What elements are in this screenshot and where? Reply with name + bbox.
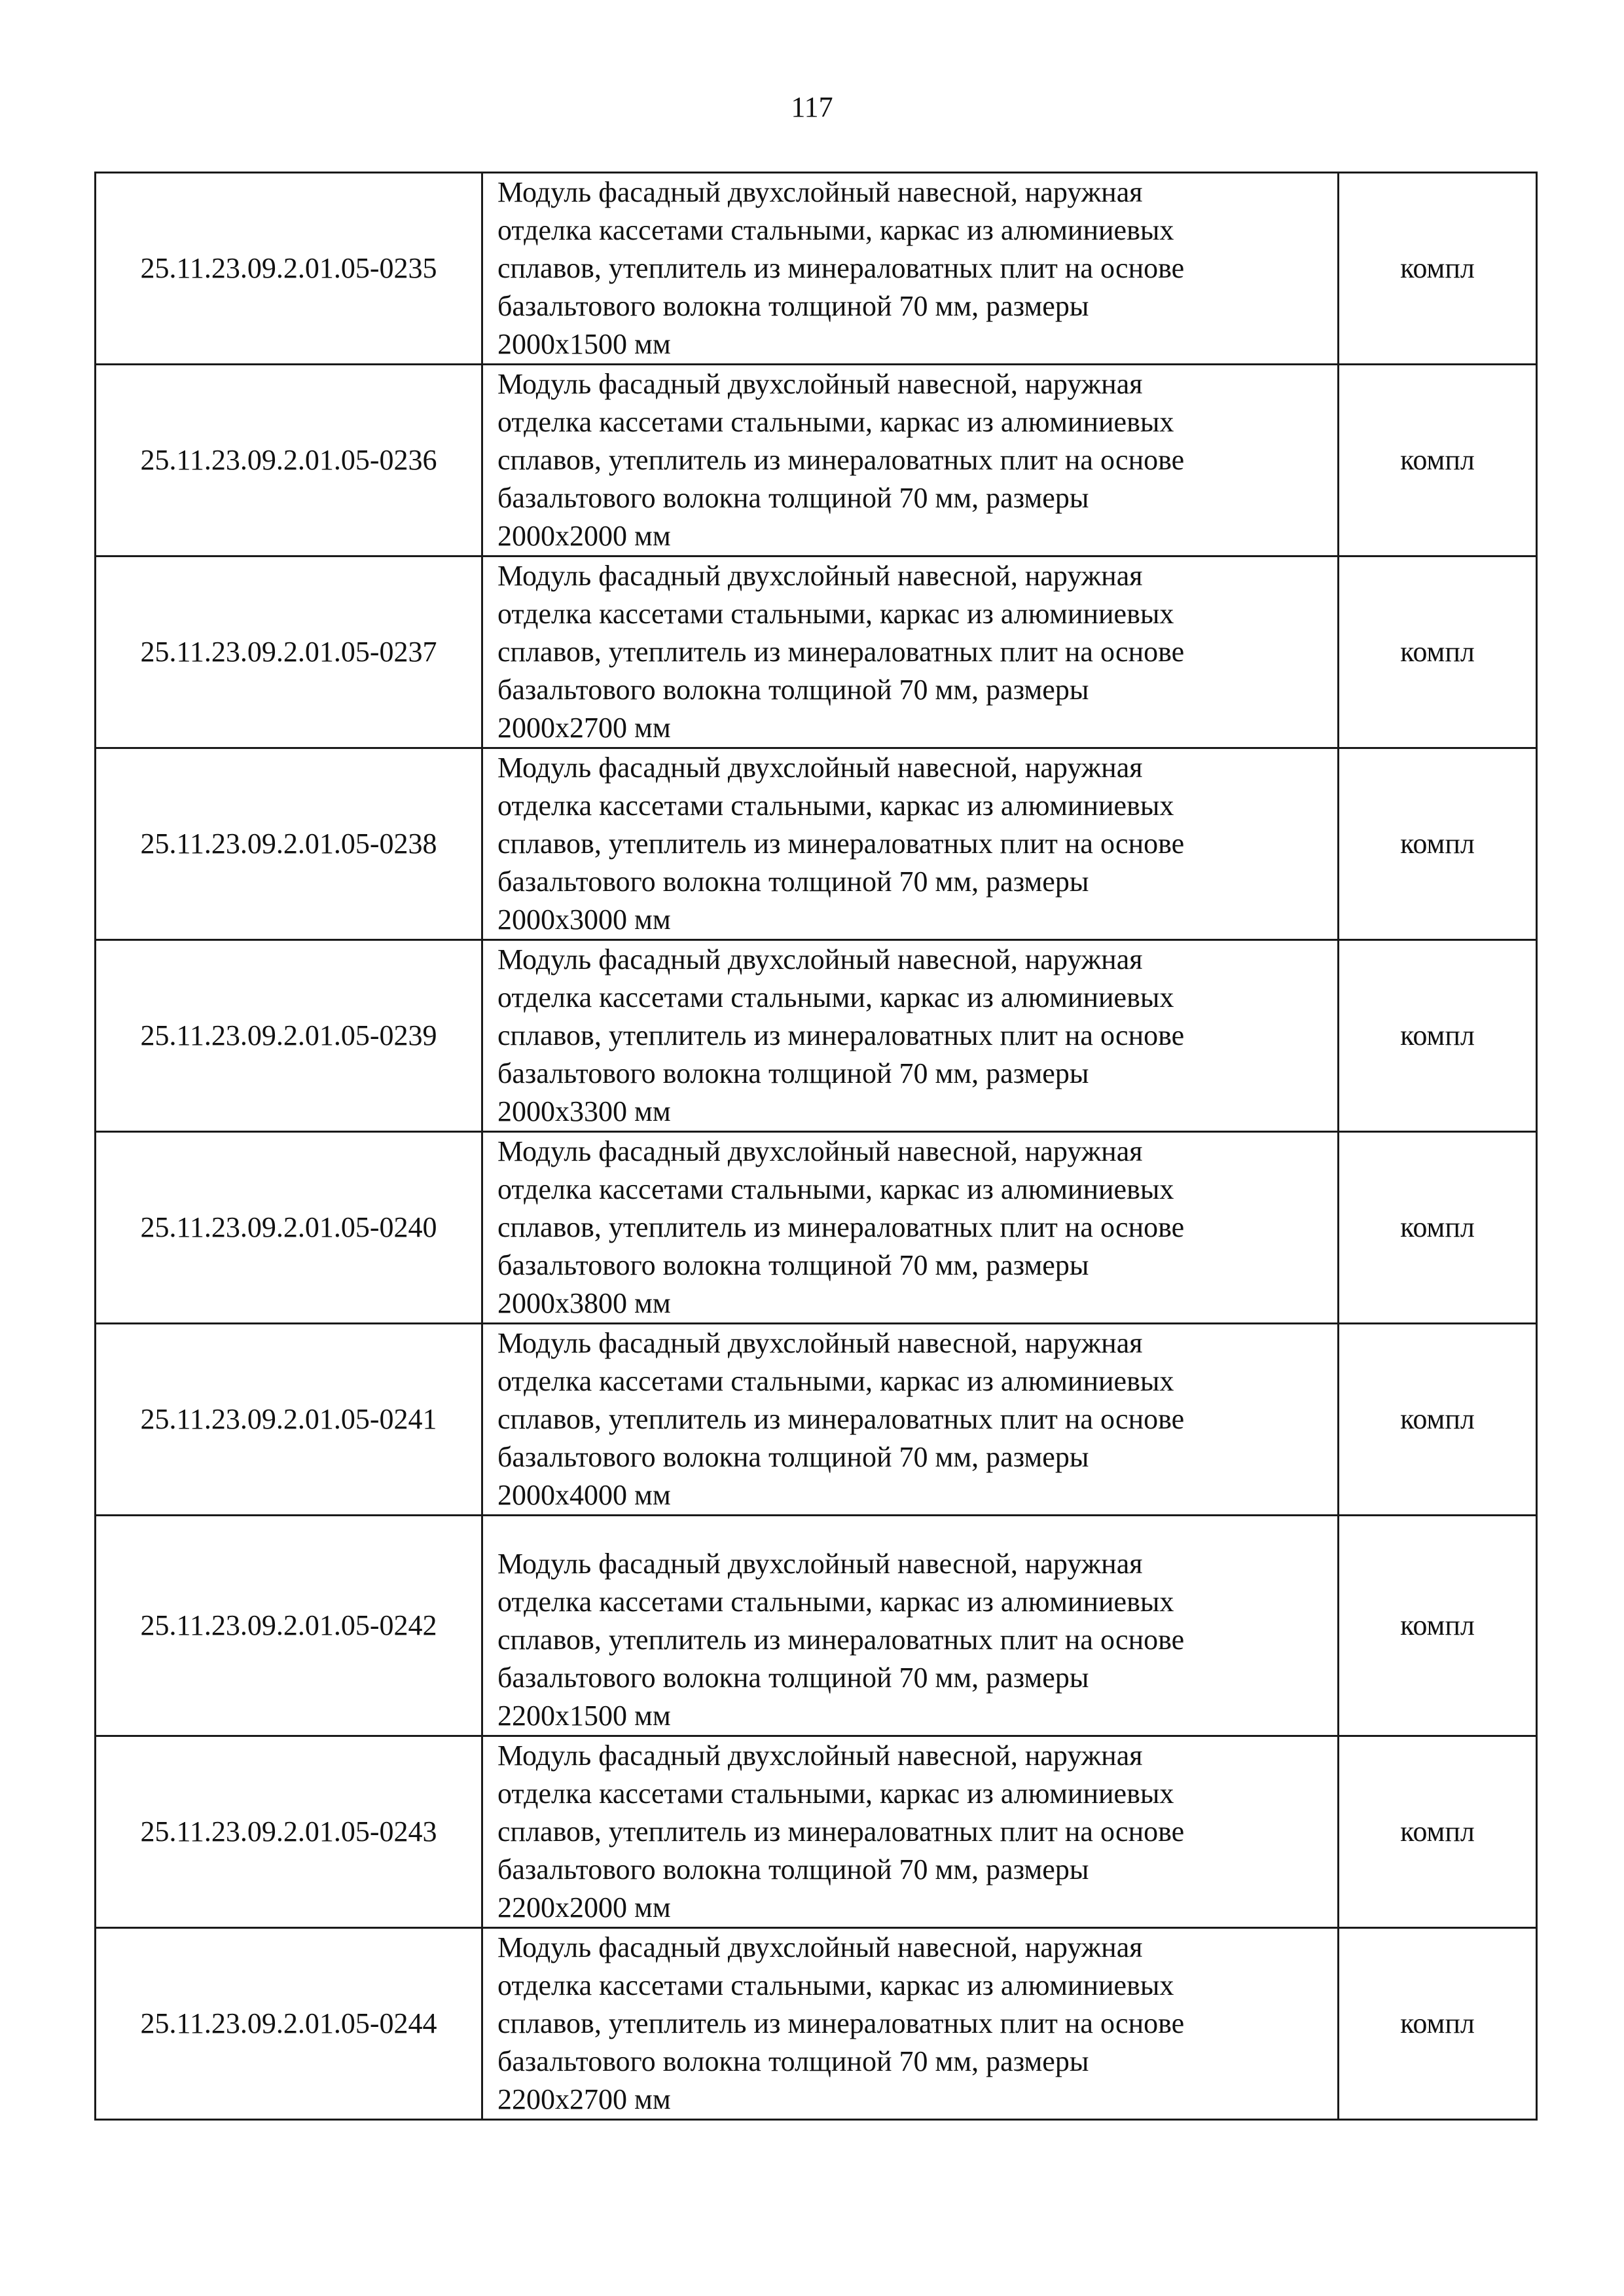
description-line: сплавов, утеплитель из минераловатных плит на основе <box>497 1815 1185 1848</box>
description-line: сплавов, утеплитель из минераловатных плит на основе <box>497 1624 1185 1656</box>
description-line: сплавов, утеплитель из минераловатных плит на основе <box>497 828 1185 860</box>
description-line: отделка кассетами стальными, каркас из алюминиевых <box>497 1586 1174 1618</box>
description-line: Модуль фасадный двухслойный навесной, наружная <box>497 1740 1143 1772</box>
table-row <box>96 1132 1537 1324</box>
description-line: Модуль фасадный двухслойный навесной, наружная <box>497 560 1143 592</box>
item-code: 25.11.23.09.2.01.05-0241 <box>96 1324 482 1516</box>
table-row <box>96 1736 1537 1928</box>
description-line: 2200x1500 мм <box>497 1700 671 1732</box>
table-row <box>96 556 1537 748</box>
item-code: 25.11.23.09.2.01.05-0237 <box>96 556 482 748</box>
description-line: отделка кассетами стальными, каркас из алюминиевых <box>497 598 1174 630</box>
item-unit: компл <box>1339 365 1537 556</box>
description-line: сплавов, утеплитель из минераловатных плит на основе <box>497 636 1185 668</box>
item-code: 25.11.23.09.2.01.05-0238 <box>96 748 482 940</box>
description-line: сплавов, утеплитель из минераловатных плит на основе <box>497 444 1185 476</box>
item-unit: компл <box>1339 1736 1537 1928</box>
description-line: отделка кассетами стальными, каркас из алюминиевых <box>497 1777 1174 1810</box>
catalog-table <box>94 172 1538 2121</box>
description-line: базальтового волокна толщиной 70 мм, размеры <box>497 2045 1089 2077</box>
item-code: 25.11.23.09.2.01.05-0239 <box>96 940 482 1132</box>
table-row <box>96 1324 1537 1516</box>
description-line: базальтового волокна толщиной 70 мм, размеры <box>497 290 1089 322</box>
description-line: базальтового волокна толщиной 70 мм, размеры <box>497 1057 1089 1089</box>
description-line: базальтового волокна толщиной 70 мм, размеры <box>497 1662 1089 1694</box>
table-row <box>96 748 1537 940</box>
item-code: 25.11.23.09.2.01.05-0242 <box>96 1516 482 1736</box>
item-code: 25.11.23.09.2.01.05-0244 <box>96 1928 482 2120</box>
description-line: отделка кассетами стальными, каркас из алюминиевых <box>497 1969 1174 2001</box>
item-unit: компл <box>1339 940 1537 1132</box>
item-description <box>482 1928 1339 2120</box>
description-line: 2000x3300 мм <box>497 1095 671 1127</box>
item-description <box>482 1516 1339 1736</box>
page-number: 117 <box>791 91 833 123</box>
item-code: 25.11.23.09.2.01.05-0240 <box>96 1132 482 1324</box>
item-code: 25.11.23.09.2.01.05-0236 <box>96 365 482 556</box>
item-code: 25.11.23.09.2.01.05-0243 <box>96 1736 482 1928</box>
description-line: Модуль фасадный двухслойный навесной, наружная <box>497 368 1143 400</box>
description-line: сплавов, утеплитель из минераловатных плит на основе <box>497 252 1185 284</box>
description-line: 2200x2000 мм <box>497 1891 671 1923</box>
item-unit: компл <box>1339 1132 1537 1324</box>
item-unit: компл <box>1339 1516 1537 1736</box>
description-line: 2000x1500 мм <box>497 328 671 360</box>
description-line: Модуль фасадный двухслойный навесной, наружная <box>497 752 1143 784</box>
item-description <box>482 748 1339 940</box>
description-line: 2000x3000 мм <box>497 903 671 936</box>
description-line: Модуль фасадный двухслойный навесной, наружная <box>497 1548 1143 1580</box>
description-line: сплавов, утеплитель из минераловатных плит на основе <box>497 2007 1185 2039</box>
item-description <box>482 365 1339 556</box>
description-line: Модуль фасадный двухслойный навесной, наружная <box>497 176 1143 208</box>
description-line: базальтового волокна толщиной 70 мм, размеры <box>497 482 1089 514</box>
description-line: 2000x3800 мм <box>497 1287 671 1319</box>
description-line: отделка кассетами стальными, каркас из алюминиевых <box>497 981 1174 1013</box>
table-row <box>96 1516 1537 1736</box>
item-unit: компл <box>1339 1928 1537 2120</box>
description-line: отделка кассетами стальными, каркас из алюминиевых <box>497 1173 1174 1205</box>
description-line: отделка кассетами стальными, каркас из алюминиевых <box>497 406 1174 438</box>
description-line: Модуль фасадный двухслойный навесной, наружная <box>497 1327 1143 1359</box>
table-row <box>96 365 1537 556</box>
item-description <box>482 173 1339 365</box>
item-description <box>482 1132 1339 1324</box>
item-unit: компл <box>1339 173 1537 365</box>
description-line: отделка кассетами стальными, каркас из алюминиевых <box>497 214 1174 246</box>
description-line: сплавов, утеплитель из минераловатных плит на основе <box>497 1211 1185 1243</box>
item-description <box>482 556 1339 748</box>
table-row <box>96 940 1537 1132</box>
description-line: базальтового волокна толщиной 70 мм, размеры <box>497 1853 1089 1886</box>
item-description <box>482 940 1339 1132</box>
item-description <box>482 1324 1339 1516</box>
item-unit: компл <box>1339 748 1537 940</box>
description-line: базальтового волокна толщиной 70 мм, размеры <box>497 866 1089 898</box>
description-line: 2000x2000 мм <box>497 520 671 552</box>
description-line: 2200x2700 мм <box>497 2083 671 2115</box>
description-line: 2000x4000 мм <box>497 1479 671 1511</box>
description-line: Модуль фасадный двухслойный навесной, наружная <box>497 1135 1143 1167</box>
item-unit: компл <box>1339 1324 1537 1516</box>
description-line: базальтового волокна толщиной 70 мм, размеры <box>497 1249 1089 1281</box>
description-line: отделка кассетами стальными, каркас из алюминиевых <box>497 790 1174 822</box>
description-line: Модуль фасадный двухслойный навесной, наружная <box>497 943 1143 975</box>
description-line: Модуль фасадный двухслойный навесной, наружная <box>497 1931 1143 1963</box>
description-line: сплавов, утеплитель из минераловатных плит на основе <box>497 1019 1185 1051</box>
description-line: отделка кассетами стальными, каркас из алюминиевых <box>497 1365 1174 1397</box>
item-code: 25.11.23.09.2.01.05-0235 <box>96 173 482 365</box>
description-line: сплавов, утеплитель из минераловатных плит на основе <box>497 1403 1185 1435</box>
description-line: 2000x2700 мм <box>497 712 671 744</box>
item-unit: компл <box>1339 556 1537 748</box>
table-row <box>96 1928 1537 2120</box>
table-row <box>96 173 1537 365</box>
description-line: базальтового волокна толщиной 70 мм, размеры <box>497 674 1089 706</box>
description-line: базальтового волокна толщиной 70 мм, размеры <box>497 1441 1089 1473</box>
item-description <box>482 1736 1339 1928</box>
